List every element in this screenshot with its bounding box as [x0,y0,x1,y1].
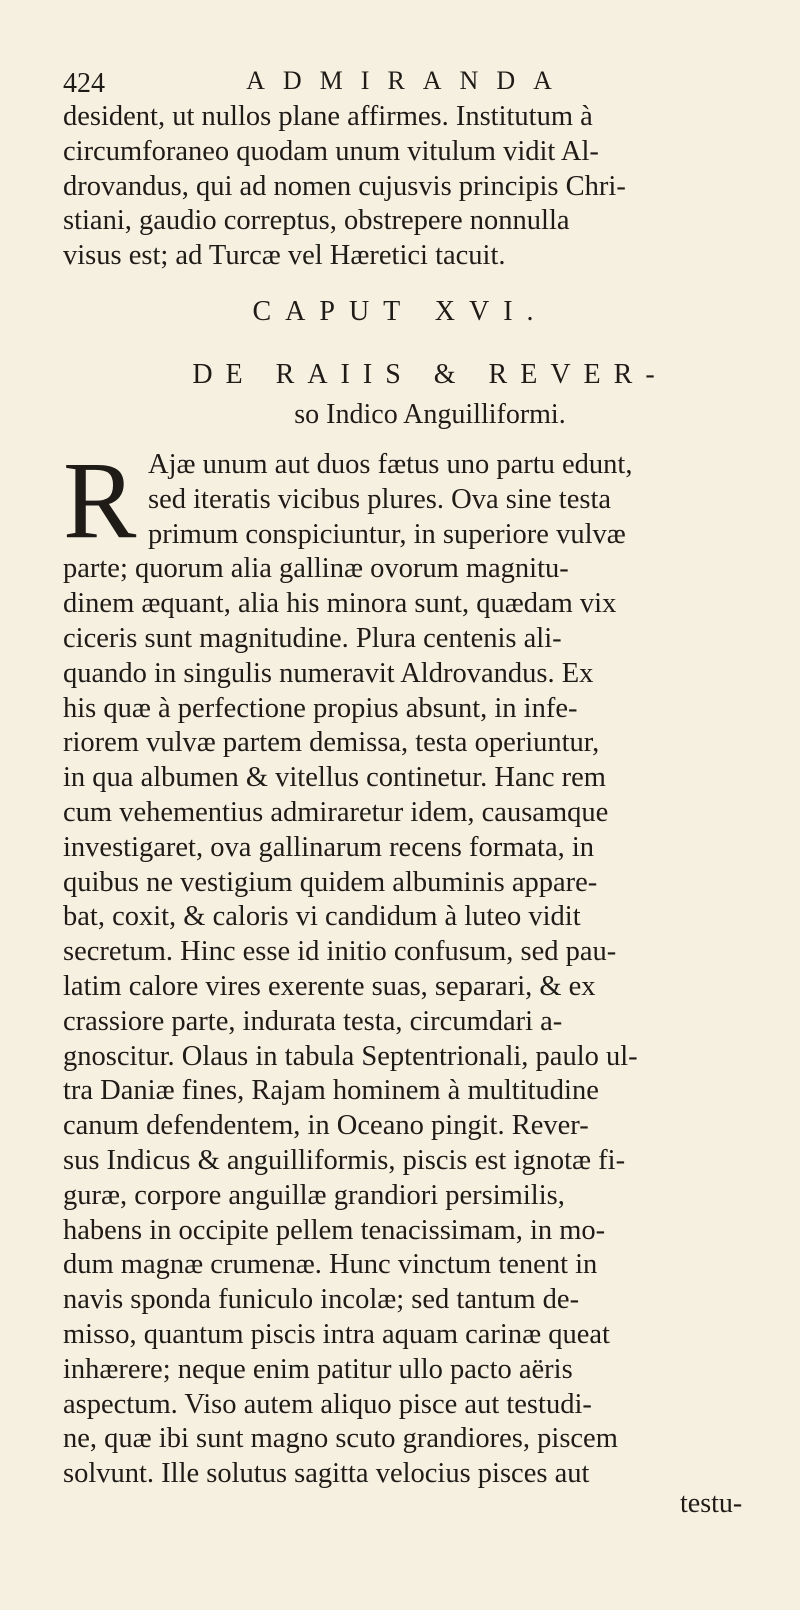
text-line: latim calore vires exerente suas, separari, & ex [63,970,596,1002]
text-line: visus est; ad Turcæ vel Hæretici tacuit. [63,240,506,272]
text-line: investigaret, ova gallinarum recens formata, in [63,831,595,863]
text-line: dum magnæ crumenæ. Hunc vinctum tenent in [63,1249,598,1281]
page-number: 424 [63,68,105,99]
text-line: ne, quæ ibi sunt magno scuto grandiores, piscem [63,1423,618,1455]
text-line: parte; quorum alia gallinæ ovorum magnitu- [63,553,569,585]
chapter-heading: CAPUT XVI. [252,296,548,327]
opening-paragraph [63,100,763,274]
text-line: cum vehementius admiraretur idem, causamque [63,796,609,828]
chapter-subtitle [140,355,720,435]
text-line: ciceris sunt magnitudine. Plura centenis ali- [63,622,562,654]
text-line: secretum. Hinc esse id initio confusum, sed pau- [63,936,617,968]
text-line: riorem vulvæ partem demissa, testa operiuntur, [63,727,600,759]
text-line: aspectum. Viso autem aliquo pisce aut testudi- [63,1388,592,1420]
text-line: bat, coxit, & caloris vi candidum à luteo vidit [63,901,581,933]
text-line: misso, quantum piscis intra aquam carinæ queat [63,1318,610,1350]
text-line: solvunt. Ille solutus sagitta velocius pisces aut [63,1458,590,1490]
text-line: his quæ à perfectione propius absunt, in infe- [63,692,578,724]
text-line: sus Indicus & anguilliformis, piscis est ignotæ fi- [63,1144,626,1176]
text-line: in qua albumen & vitellus continetur. Hanc rem [63,762,606,794]
drop-cap: R [63,439,137,561]
text-line: gnoscitur. Olaus in tabula Septentrionali, paulo ul- [63,1040,638,1072]
text-line: sed iteratis vicibus plures. Ova sine testa [148,483,612,515]
running-head: ADMIRANDA [246,66,570,95]
text-line: habens in occipite pellem tenacissimam, in mo- [63,1214,606,1246]
text-line: dinem æquant, alia his minora sunt, quædam vix [63,588,617,620]
subtitle-line-1: DE RAIIS & REVER- [192,359,668,390]
text-line: circumforaneo quodam unum vitulum vidit Al- [63,135,599,167]
subtitle-line-2: so Indico Anguilliformi. [294,399,566,430]
text-line: quando in singulis numeravit Aldrovandus. Ex [63,657,594,689]
text-line: desident, ut nullos plane affirmes. Institutum à [63,101,593,132]
catchword: testu- [680,1488,743,1519]
text-line: stiani, gaudio correptus, obstrepere nonnulla [63,205,570,237]
text-line: inhærere; neque enim patitur ullo pacto aëris [63,1353,573,1385]
text-line: quibus ne vestigium quidem albuminis appare- [63,866,598,898]
text-line: guræ, corpore anguillæ grandiori persimilis, [63,1179,565,1211]
text-line: Ajæ unum aut duos fætus uno partu edunt, [148,449,633,480]
text-line: canum defendentem, in Oceano pingit. Rever- [63,1110,589,1142]
text-line: crassiore parte, indurata testa, circumdari a- [63,1005,563,1037]
text-line: drovandus, qui ad nomen cujusvis principis Chri- [63,170,626,202]
text-line: tra Daniæ fines, Rajam hominem à multitudine [63,1075,599,1107]
text-line: navis sponda funiculo incolæ; sed tantum de- [63,1284,580,1316]
page-header [63,62,753,102]
text-line: primum conspiciuntur, in superiore vulvæ [148,518,626,550]
main-paragraph [63,439,763,1492]
